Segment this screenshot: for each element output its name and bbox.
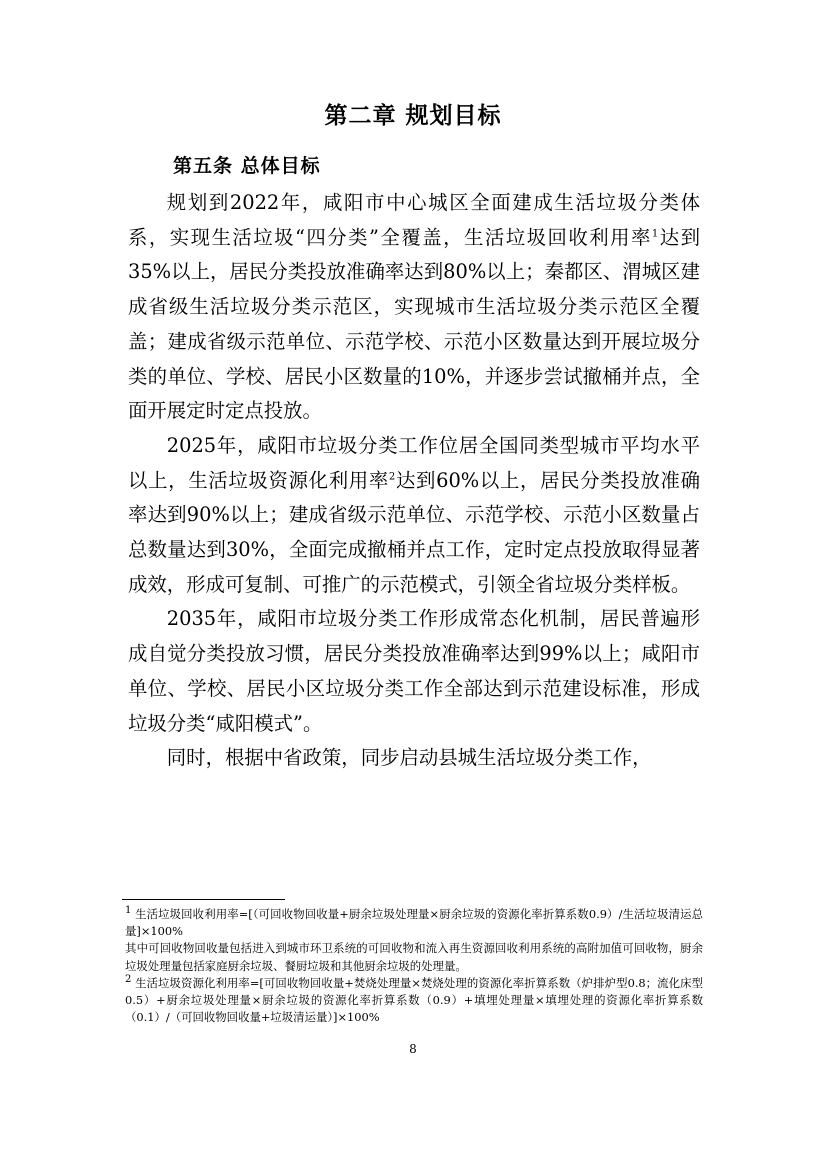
footnotes — [125, 906, 703, 1026]
footnote-2 — [125, 975, 703, 1027]
footnote-text: 生活垃圾回收利用率=[（可回收物回收量+厨余垃圾处理量×厨余垃圾的资源化率折算系数0.9）/生活垃圾清运总量]×100% — [125, 907, 703, 939]
article-title: 第五条 总体目标 — [173, 155, 321, 177]
footnote-mark-2: 2 — [125, 974, 132, 986]
paragraph-text: 达到60%以上，居民分类投放准确率达到90%以上；建成省级示范单位、示范学校、示范小区数量占总数量达到30%，全面完成撤桶并点工作，定时定点投放取得显著成效，形成可复制、可推广的示范模式，引领全省垃圾分类样板。 — [128, 468, 700, 596]
footnote-ref-1[interactable]: 1 — [651, 228, 659, 240]
footnote-mark-1: 1 — [125, 905, 132, 917]
footnote-divider — [122, 899, 285, 900]
body-text — [128, 186, 700, 776]
footnote-1-note: 其中可回收物回收量包括进入到城市环卫系统的可回收物和流入再生资源回收利用系统的高附加值可回收物，厨余垃圾处理量包括家庭厨余垃圾、餐厨垃圾和其他厨余垃圾的处理量。 — [125, 941, 703, 973]
footnote-ref-2[interactable]: 2 — [388, 471, 396, 483]
paragraph-2025-goal — [128, 429, 700, 603]
paragraph-text: 2025年，咸阳市垃圾分类工作位居全国同类型城市平均水平以上，生活垃圾资源化利用率 — [128, 433, 700, 492]
paragraph-2022-goal — [128, 186, 700, 429]
chapter-title: 第二章 规划目标 — [324, 103, 502, 129]
paragraph-text: 达到35%以上，居民分类投放准确率达到80%以上；秦都区、渭城区建成省级生活垃圾分类示范区，实现城市生活垃圾分类示范区全覆盖；建成省级示范单位、示范学校、示范小区数量达到开展垃圾分类的单位、学校、居民小区数量的10%，并逐步尝试撤桶并点，全面开展定时定点投放。 — [128, 225, 701, 423]
page-number: 8 — [409, 1042, 417, 1056]
paragraph-county-work: 同时，根据中省政策，同步启动县城生活垃圾分类工作， — [166, 746, 652, 770]
footnote-text: 生活垃圾资源化利用率=[可回收物回收量+焚烧处理量×焚烧处理的资源化率折算系数（炉排炉型0.8；流化床型0.5）+厨余垃圾处理量×厨余垃圾的资源化率折算系数（0.9）+填埋处理量×填埋处理的资源化率折算系数（0.1）/（可回收物回收量+垃圾清运量）]×100% — [125, 975, 703, 1025]
paragraph-2035-goal: 2035年，咸阳市垃圾分类工作形成常态化机制，居民普遍形成自觉分类投放习惯，居民分类投放准确率达到99%以上；咸阳市单位、学校、居民小区垃圾分类工作全部达到示范建设标准，形成垃圾分类“咸阳模式”。 — [128, 607, 700, 735]
paragraph-text: 规划到2022年，咸阳市中心城区全面建成生活垃圾分类体系，实现生活垃圾“四分类”全覆盖，生活垃圾回收利用率 — [128, 191, 700, 249]
footnote-1 — [125, 906, 703, 940]
